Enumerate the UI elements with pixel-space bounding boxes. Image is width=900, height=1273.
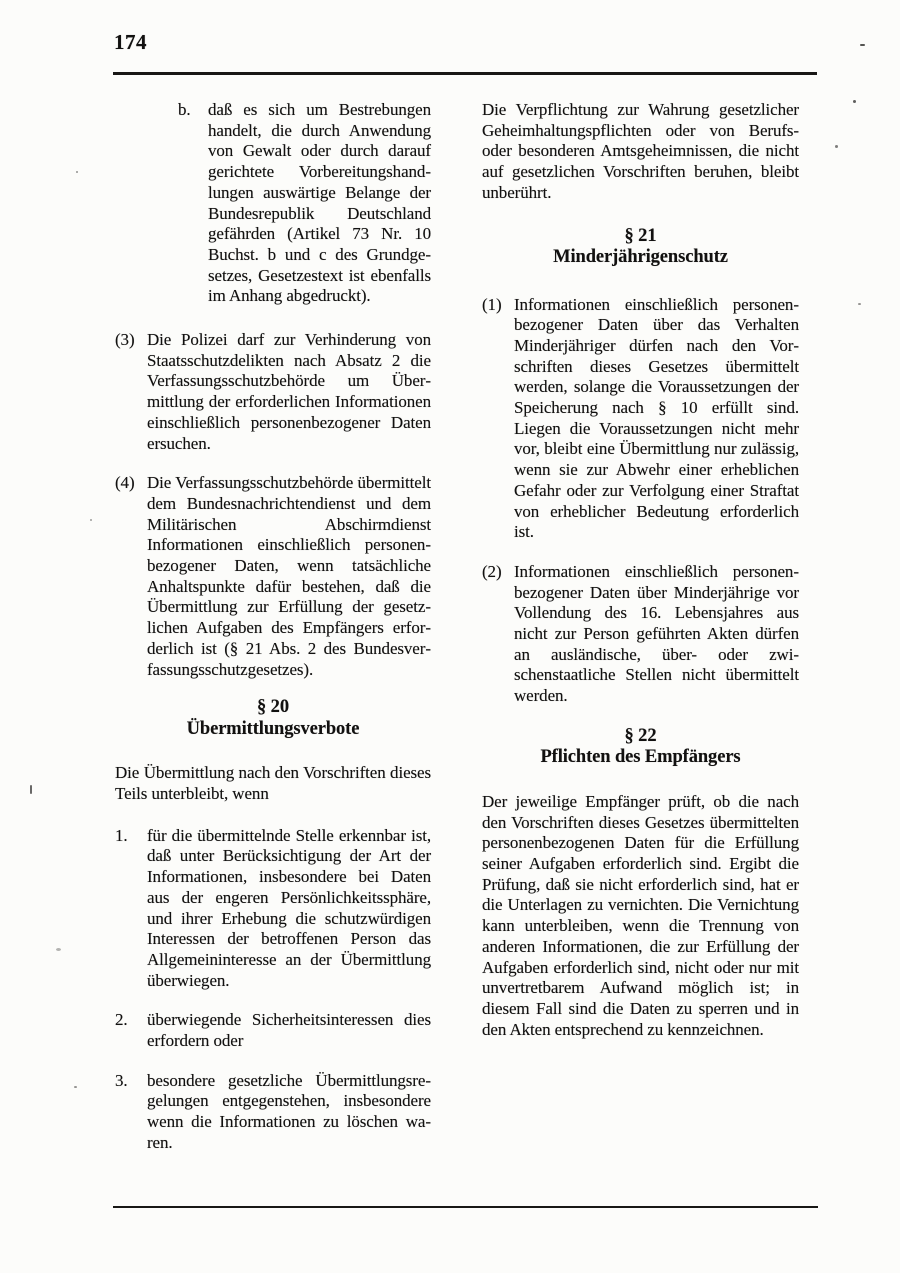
list-item-label: 2. <box>115 1010 128 1030</box>
list-item-text: für die übermittelnde Stelle erkennbar ist, daß unter Berücksichtigung der Art der Informationen, insbesondere bei Daten aus der engeren Persönlichkeitssphäre, und ihrer Erhebung die schutzwürdigen Interessen der betroffenen Person das Allgemeininteresse an der Übermittlung überwiegen. <box>147 825 431 990</box>
scan-speck <box>30 785 32 794</box>
section-heading-20 <box>115 697 431 740</box>
list-item-3 <box>115 1071 431 1154</box>
final-paragraph: Der jeweilige Empfänger prüft, ob die nach den Vorschriften dieses Gesetzes übermittelten personenbezogenen Daten für die Erfüllung seiner Aufgaben erforderlich sind. Ergibt die Prüfung, daß sie nicht erforderlich sind, hat er die Unterlagen zu vernichten. Die Vernichtung kann unterbleiben, wenn die Trennung von anderen Informationen, die zur Erfüllung der Aufgaben erforderlich sind, nicht oder nur mit unvertretbarem Aufwand möglich ist; in diesem Fall sind die Daten zu sperren und in den Akten entsprechend zu kennzeichnen. <box>482 791 799 1039</box>
scan-speck <box>853 100 856 103</box>
paragraph-4 <box>115 473 431 680</box>
paragraph-text: Die Polizei darf zur Verhinderung von Staatsschutzdelikten nach Absatz 2 die Verfassungsschutzbehörde um Übermittlung der erforderlichen Informationen einschließlich personenbezogener Daten ersuchen. <box>147 330 431 453</box>
list-item-2 <box>115 1010 431 1051</box>
list-item-label: 3. <box>115 1070 128 1090</box>
paragraph-text: Informationen einschließlich personenbezogener Daten über Minderjährige vor Vollendung des 16. Lebensjahres aus nicht zur Person geführten Akten dürfen an ausländische, über- oder zwischenstaatliche Stellen nicht übermittelt werden. <box>514 561 799 706</box>
right-column <box>482 100 799 1040</box>
paragraph-2 <box>482 562 799 707</box>
paragraph-text: Informationen einschließlich personenbezogener Daten über das Verhalten Minderjähriger dürfen nach den Vorschriften dieses Gesetzes übermittelt werden, solange die Voraussetzungen der Speicherung nach § 10 erfüllt sind. Liegen die Voraussetzungen nicht mehr vor, bleibt eine Übermittlung nur zulässig, wenn sie zur Abwehr einer erheblichen Gefahr oder zur Verfolgung einer Straftat von erheblicher Bedeutung erforderlich ist. <box>514 294 799 542</box>
scan-speck <box>56 948 61 951</box>
paragraph-label: (2) <box>482 561 502 581</box>
paragraph-text: Die Verfassungsschutzbehörde übermittelt dem Bundesnachrichtendienst und dem Militärischen Abschirmdienst Informationen einschließlich personenbezogener Daten, wenn tatsächliche Anhaltspunkte dafür bestehen, daß die Übermittlung zur Erfüllung der gesetzlichen Aufgaben des Empfängers erforderlich ist (§ 21 Abs. 2 des Bundesverfassungsschutzgesetzes). <box>147 473 431 679</box>
scan-speck <box>858 303 861 305</box>
section-number: § 21 <box>624 225 657 246</box>
scan-speck <box>835 145 838 148</box>
paragraph-label: (3) <box>115 330 135 350</box>
section-heading-22 <box>482 726 799 769</box>
list-item-label: 1. <box>115 825 128 845</box>
paragraph-label: (1) <box>482 294 502 314</box>
paragraph-3 <box>115 330 431 454</box>
section-number: § 20 <box>257 697 289 718</box>
continuation-paragraph: Die Verpflichtung zur Wahrung gesetzlicher Geheimhaltungspflichten oder von Berufs- oder besonderen Amtsgeheimnissen, die nicht auf gesetzlichen Vorschriften beruhen, bleibt unberührt. <box>482 100 799 202</box>
page-number: 174 <box>114 30 147 54</box>
list-item-text: besondere gesetzliche Übermittlungsregelungen entgegenstehen, insbesondere wenn die Informationen zu löschen waren. <box>147 1070 431 1152</box>
list-item-label: b. <box>178 100 191 119</box>
section-title: Pflichten des Empfängers <box>540 747 741 768</box>
left-column <box>115 100 431 1154</box>
header-rule <box>113 72 817 75</box>
section-heading-21 <box>482 226 799 269</box>
section-title: Minderjährigenschutz <box>553 247 728 268</box>
list-item-b <box>178 100 431 307</box>
scan-speck <box>90 519 92 521</box>
paragraph-1 <box>482 295 799 543</box>
intro-paragraph: Die Übermittlung nach den Vorschriften dieses Teils unterbleibt, wenn <box>115 763 431 803</box>
section-title: Übermittlungsverbote <box>186 718 360 739</box>
list-item-1 <box>115 826 431 992</box>
scan-speck <box>76 171 78 173</box>
scan-speck <box>74 1086 77 1088</box>
scan-speck <box>860 44 865 46</box>
footer-rule <box>113 1206 818 1208</box>
list-item-text: daß es sich um Bestrebungen handelt, die durch Anwendung von Gewalt oder durch darauf gerichtete Vorbereitungshandlungen auswärtige Belange der Bundesrepublik Deutschland gefährden (Artikel 73 Nr. 10 Buchst. b und c des Grundgesetzes, Gesetzestext ist ebenfalls im Anhang abgedruckt). <box>208 100 431 306</box>
paragraph-label: (4) <box>115 473 135 493</box>
list-item-text: überwiegende Sicherheitsinteressen dies erfordern oder <box>147 1010 431 1051</box>
section-number: § 22 <box>624 725 657 746</box>
